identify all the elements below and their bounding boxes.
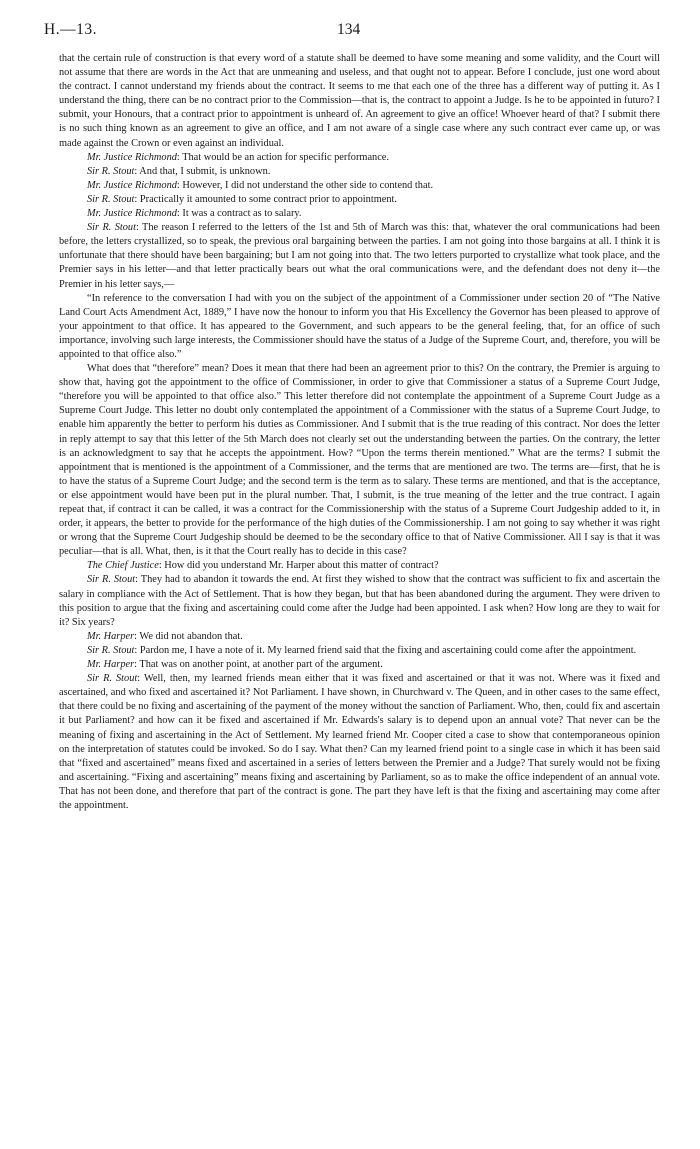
- page-number: 134: [337, 21, 361, 38]
- document-reference: H.—13.: [44, 21, 97, 38]
- paragraph: The Chief Justice: How did you understand Mr. Harper about this matter of contract?: [87, 560, 439, 572]
- paragraph: Sir R. Stout: The reason I referred to the letters of the 1st and 5th of March was this: that, whatever the oral communications had been before, the letters crystallized, so to speak, the previous oral bargaining between the parties. I am not going into those bargains at all. I think it is unfortunate that there should have been bargaining; but I am not going into that. The two letters purported to crystallize what took place, and the Premier says in his letter—and that letter practically bears out what the oral communications were, and the defendant does not deny it—the Premier in his letter says,—: [59, 222, 660, 290]
- paragraph: Sir R. Stout: Practically it amounted to some contract prior to appointment.: [87, 193, 397, 205]
- speaker: Sir R. Stout: [87, 574, 136, 586]
- paragraph: What does that “therefore” mean? Does it mean that there had been an agreement prior to this? On the contrary, the Premier is arguing to show that, having got the appointment to the office of Commissioner, in order to give that Commissioner a status of a Supreme Court Judge, “therefore you will be appointed to that office also.” This letter therefore did not contemplate the appointment of a Supreme Court Judge as a Supreme Court Judge. This letter no doubt only contemplated the appointment of a Commissioner with the status of a Supreme Court Judge, to enable him apparently the better to perform his duties as Commissioner. And I submit that is the true reading of this contract. Nor does the letter in reply attempt to say that this letter of the 5th March does not clearly set out the understanding between the parties. On the contrary, the letter is an acknowledgment to say that he accepts the appointment. How? “Upon the terms therein mentioned.” What are the terms? I submit the appointment that is mentioned is the appointment of a Commissioner, and the terms that are mentioned are two. The terms are—first, that he is to have the status of a Supreme Court Judge; and the second term is the term as to salary. These terms are mentioned, and that is the acceptance, or else appointment would have been put in the plural number. That, I submit, is the true meaning of the letter and the true contract. I again repeat that, if contract it can be called, it was a contract for the Commissionership with the status of a Supreme Court Judgeship added to it, in order, it appears, the better to provide for the performance of the high duties of the Commissionership. I am not going to say whether it was right or wrong that the Supreme Court Judgeship should be deemed to be the secondary office to that of Native Commissioner. All I say is that it was peculiar—that is all. What, then, is it that the Court really has to decide in this case?: [59, 363, 660, 558]
- speaker: Sir R. Stout: [87, 673, 138, 685]
- paragraph: Mr. Justice Richmond: It was a contract as to salary.: [87, 208, 302, 220]
- paragraph: Mr. Harper: That was on another point, at another part of the argument.: [87, 659, 383, 671]
- body-text: [59, 52, 660, 813]
- speaker: Mr. Harper: [87, 630, 135, 642]
- speaker: Sir R. Stout: [87, 222, 136, 234]
- speaker: The Chief Justice: [87, 560, 159, 572]
- speaker: Mr. Justice Richmond: [87, 208, 177, 220]
- paragraph: Mr. Harper: We did not abandon that.: [87, 630, 243, 642]
- speaker: Sir R. Stout: [87, 193, 135, 205]
- speaker: Sir R. Stout: [87, 644, 135, 656]
- quoted-letter: “In reference to the conversation I had with you on the subject of the appointment of a Commissioner under section 20 of “The Native Land Court Acts Amendment Act, 1889,” I have now the honour to inform you that His Excellency the Governor has been pleased to approve of your appointment to that office. It has appeared to the Government, and such appears to be the general feeling, that, for an office of such importance, involving such large interests, the Commissioner should have the status of a Judge of the Supreme Court, and, therefore, you will be appointed to that office also.”: [59, 292, 660, 360]
- paragraph: Sir R. Stout: Pardon me, I have a note of it. My learned friend said that the fixing and ascertaining could come after the appointment.: [87, 644, 637, 656]
- paragraph: Sir R. Stout: Well, then, my learned friends mean either that it was fixed and ascertained or that it was not. Where was it fixed and ascertained, and who fixed and ascertained it? Not Parliament. I have shown, in Churchward v. The Queen, and in other cases to the same effect, that there could be no fixing and ascertaining of the payment of the money without the sanction of Parliament. Who, then, could fix and ascertain it but Parliament? and how can it be fixed and ascertained if Mr. Edwards's salary is to depend upon an annual vote? That never can be the meaning of fixing and ascertaining in the Act of Settlement. My learned friend Mr. Cooper cited a case to show that contemporaneous opinion on the interpretation of statutes could be invoked. So do I say. What then? Can my learned friend point to a single case in which it has been said that “fixed and ascertained” means fixed and ascertained in a series of letters between the Premier and a Judge? That surely would not be fixing and ascertaining. “Fixing and ascertaining” means fixing and ascertaining by Parliament, so as to make the office independent of an annual vote. That has not been done, and therefore that part of the contract is gone. The part they have left is that the fixing and ascertaining may come after the appointment.: [59, 673, 661, 811]
- speaker: Mr. Justice Richmond: [87, 151, 177, 163]
- paragraph: that the certain rule of construction is that every word of a statute shall be deemed to have some meaning and some validity, and the Court will not assume that there are words in the Act that are unmeaning and useless, and that ought not to appear. Before I conclude, just one word about the contract. I cannot understand my friends about the contract. It seems to me that each one of the three has a different way of putting it. As I understand the thing, there can be no contract prior to the Commission—that is, the contract to appoint a Judge. Is he to be appointed in futuro? I submit, your Honours, that a contract prior to appointment is unheard of. An agreement to give an office! Whoever heard of that? I submit there is no such thing known as an agreement to give an office, and I am not aware of a single case where any such contract ever came up, or was made against the Crown or even against an individual.: [59, 53, 660, 149]
- speaker: Mr. Harper: [87, 659, 135, 671]
- speaker: Mr. Justice Richmond: [87, 179, 177, 191]
- paragraph: Mr. Justice Richmond: However, I did not understand the other side to contend that.: [87, 179, 434, 191]
- paragraph: Sir R. Stout: And that, I submit, is unknown.: [87, 165, 271, 177]
- paragraph: Sir R. Stout: They had to abandon it towards the end. At first they wished to show that the contract was sufficient to fix and ascertain the salary in compliance with the Act of Settlement. That is how they began, but that has been abandoned during the argument. They were driven to this position to argue that the fixing and ascertaining could come after the Judge had been appointed. I ask when? How long are they to wait for it? Six years?: [59, 574, 660, 628]
- speaker: Sir R. Stout: [87, 165, 135, 177]
- paragraph: Mr. Justice Richmond: That would be an action for specific performance.: [87, 151, 389, 163]
